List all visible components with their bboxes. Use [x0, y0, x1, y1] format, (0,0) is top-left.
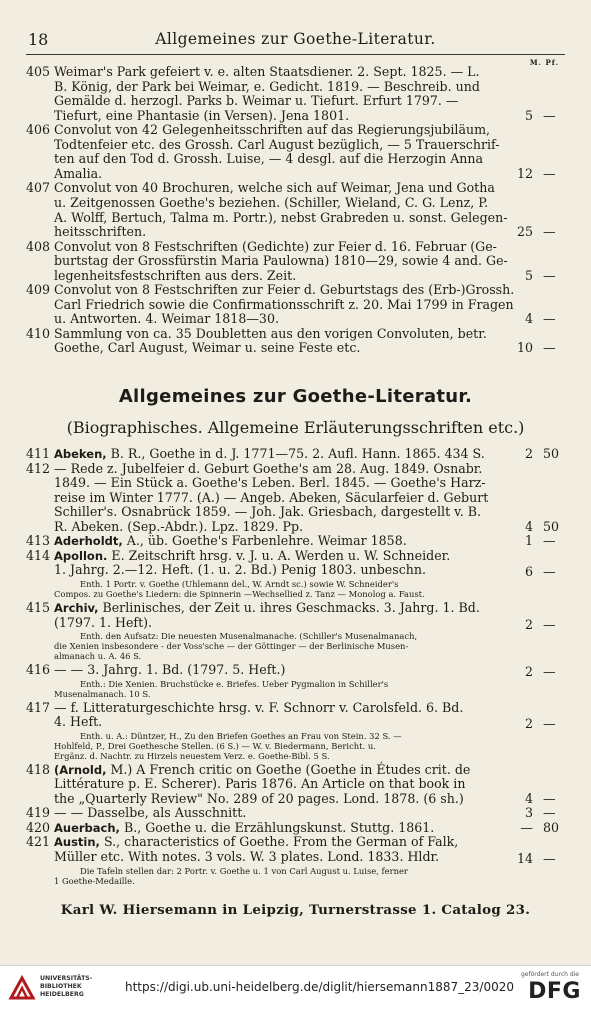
entry-line — [54, 167, 102, 181]
viewer-bottom-bar — [0, 965, 591, 1011]
entry-line — [26, 821, 434, 835]
price-column-header: M. Pf. — [529, 58, 559, 67]
library-line-2: BIBLIOTHEK — [40, 983, 82, 990]
price-mark: 6 — [524, 564, 533, 580]
entry-line — [54, 254, 508, 268]
entry-number: 407 — [26, 180, 51, 196]
entry-line — [54, 715, 102, 729]
price-mark: 4 — [524, 790, 533, 806]
entry-text: Convolut von 40 Brochuren, welche sich auf Weimar, Jena und Gotha — [54, 180, 495, 196]
entry-number: 420 — [26, 819, 51, 835]
entry-line — [54, 850, 439, 864]
price-pfennig: — — [543, 533, 556, 549]
entry-contents-note: Compos. zu Goethe's Liedern: die Spinnerin —Wechsellied z. Tanz — Monolog a. Faust. — [54, 588, 425, 599]
entry-line — [54, 138, 500, 152]
header-rule — [26, 54, 565, 55]
entry-text: reise im Winter 1777. (A.) — Angeb. Abeken, Säcularfeier d. Geburt — [54, 489, 489, 505]
entry-text: Littérature p. E. Scherer). Paris 1876. An Article on that book in — [54, 776, 466, 792]
entry-number: 410 — [26, 325, 51, 341]
catalog-footer: Karl W. Hiersemann in Leipzig, Turnerstrasse 1. Catalog 23. — [60, 902, 531, 918]
price-mark: 25 — [516, 224, 533, 240]
entry-author: Abeken, — [54, 447, 107, 461]
price-pfennig: — — [543, 267, 556, 283]
entry-contents-note: Ergänz. d. Nachtr. zu Hirzels neuestem Verz. e. Goethe-Bibl. 5 S. — [54, 750, 330, 761]
entry-line — [26, 283, 514, 297]
entry-number: 409 — [26, 282, 51, 298]
entry-number: 405 — [26, 64, 51, 79]
entry-line — [26, 123, 490, 137]
entry-line — [26, 240, 497, 254]
price-mark: 4 — [524, 311, 533, 327]
entry-text: Goethe, Carl August, Weimar u. seine Feste etc. — [54, 340, 361, 356]
library-name — [40, 975, 92, 999]
price-mark: 10 — [516, 340, 533, 356]
price-pfennig: — — [543, 564, 556, 580]
section-title: Allgemeines zur Goethe-Literatur. — [118, 386, 473, 407]
entry-line — [26, 549, 450, 563]
price-pfennig: — — [543, 311, 556, 327]
price-pfennig: — — [543, 805, 556, 821]
entry-text: S., characteristics of Goethe. From the German of Falk, — [103, 834, 459, 850]
entry-line — [54, 109, 349, 123]
entry-contents-note: Musenalmanach. 10 S. — [54, 688, 151, 699]
entry-contents-note: Hohlfeld, P., Drei Goethesche Stellen. (6 S.) — W. v. Biedermann, Bericht. u. — [54, 740, 376, 751]
entry-text: Müller etc. With notes. 3 vols. W. 3 plates. Lond. 1833. Hldr. — [54, 849, 440, 864]
entry-text: Gemälde d. herzogl. Parks b. Weimar u. Tiefurt. Erfurt 1797. — — [54, 93, 459, 109]
price-mark: 2 — [524, 716, 533, 732]
entry-line — [26, 65, 480, 79]
entry-author: Aderholdt, — [54, 534, 123, 549]
entry-line — [54, 211, 508, 225]
entry-text: Convolut von 8 Festschriften zur Feier d. Geburtstags des (Erb-)Grossh. — [54, 282, 515, 298]
entry-number: 406 — [26, 122, 51, 138]
entry-line — [26, 806, 246, 820]
price-mark: 2 — [524, 664, 533, 680]
price-mark: 12 — [516, 165, 533, 181]
entry-number: 418 — [26, 761, 51, 777]
price-pfennig: — — [543, 716, 556, 732]
entry-line — [26, 601, 480, 615]
entry-author: Apollon. — [54, 548, 108, 563]
entry-text: Schiller's. Osnabrück 1859. — Joh. Jak. Griesbach, dargestellt v. B. — [54, 504, 482, 520]
entry-text: 1849. — Ein Stück a. Goethe's Leben. Berl. 1845. — Goethe's Harz- — [54, 475, 486, 491]
entry-contents-note: almanach u. A. 46 S. — [54, 651, 142, 662]
library-line-1: UNIVERSITÄTS- — [40, 975, 93, 982]
entry-number: 408 — [26, 238, 51, 254]
entry-text: legenheitsfestschriften aus ders. Zeit. — [54, 267, 297, 283]
entry-line — [26, 701, 463, 715]
entry-text: B. König, der Park bei Weimar, e. Gedicht. 1819. — Beschreib. und — [54, 78, 480, 94]
price-pfennig: — — [543, 107, 556, 123]
entry-text: u. Zeitgenossen Goethe's beziehen. (Schiller, Wieland, C. G. Lenz, P. — [54, 194, 489, 210]
price-pfennig: 50 — [543, 518, 560, 534]
entry-line — [26, 327, 487, 341]
entry-line — [54, 341, 360, 355]
entry-text: Convolut von 8 Festschriften (Gedichte) zur Feier d. 16. Februar (Ge- — [54, 238, 497, 254]
entry-line — [26, 763, 470, 777]
price-mark: 5 — [524, 107, 533, 123]
entry-line — [54, 312, 279, 326]
entry-text: B., Goethe u. die Erzählungskunst. Stuttg. 1861. — [123, 819, 435, 835]
entry-text: 1. Jahrg. 2.—12. Heft. (1. u. 2. Bd.) Penig 1803. unbeschn. — [54, 562, 426, 578]
entry-text: Sammlung von ca. 35 Doubletten aus den vorigen Convoluten, betr. — [54, 325, 487, 341]
entry-text: Amalia. — [54, 165, 103, 181]
entry-author: Auerbach, — [54, 820, 120, 835]
entry-text: the „Quarterly Review" No. 289 of 20 pages. Lond. 1878. (6 sh.) — [54, 790, 464, 806]
entry-text: E. Zeitschrift hrsg. v. J. u. A. Werden u. W. Schneider. — [111, 547, 451, 563]
price-pfennig: — — [543, 224, 556, 240]
price-pfennig: — — [543, 340, 556, 356]
price-mark: 2 — [524, 616, 533, 632]
entry-number: 414 — [26, 547, 51, 563]
entry-text: Tiefurt, eine Phantasie (in Versen). Jena 1801. — [54, 107, 350, 123]
entry-number: 415 — [26, 599, 51, 615]
entry-number: 421 — [26, 834, 51, 850]
entry-number: 416 — [26, 662, 51, 678]
entry-text: ten auf den Tod d. Grossh. Luise, — 4 desgl. auf die Herzogin Anna — [54, 151, 484, 167]
entry-line — [54, 196, 488, 210]
price-mark: — — [520, 819, 533, 835]
entry-line — [54, 520, 303, 534]
entry-line — [26, 462, 482, 476]
entry-line — [54, 491, 488, 505]
entry-line — [54, 152, 483, 166]
permalink-url[interactable]: https://digi.ub.uni-heidelberg.de/diglit/hiersemann1887_23/0020 — [125, 980, 515, 994]
page-header — [0, 30, 591, 54]
entry-line — [26, 447, 485, 461]
entry-text: burtstag der Grossfürstin Maria Paulowna) 1810—29, sowie 4 and. Ge- — [54, 253, 508, 269]
entry-text: — Rede z. Jubelfeier d. Geburt Goethe's am 28. Aug. 1849. Osnabr. — [54, 460, 483, 476]
entry-author: Austin, — [54, 835, 100, 850]
entry-line — [26, 835, 458, 849]
price-mark: 14 — [516, 851, 533, 866]
entry-text: A. Wolff, Bertuch, Talma m. Portr.), nebst Grabreden u. sonst. Gelegen- — [54, 209, 508, 225]
entry-line — [54, 269, 296, 283]
entry-line — [54, 563, 426, 577]
price-pfennig: 80 — [543, 819, 560, 835]
entry-text: Todtenfeier etc. des Grossh. Carl August bezüglich, — 5 Trauerschrif- — [54, 136, 500, 152]
entry-number: 411 — [26, 446, 51, 461]
entry-text: (1797. 1. Heft). — [54, 614, 153, 630]
entry-contents-note: Die Tafeln stellen dar: 2 Portr. v. Goethe u. 1 von Carl August u. Luise, ferner — [80, 865, 408, 876]
entry-text: — f. Litteraturgeschichte hrsg. v. F. Schnorr v. Carolsfeld. 6. Bd. — [54, 699, 464, 715]
entry-line — [26, 181, 495, 195]
price-mark: 4 — [524, 518, 533, 534]
entry-text: Convolut von 42 Gelegenheitsschriften auf das Regierungsjubiläum, — [54, 122, 491, 138]
entry-contents-note: die Xenien insbesondere - der Voss'sche — der Göttinger — der Berlinische Musen- — [54, 641, 409, 652]
entry-line — [54, 80, 480, 94]
entry-contents-note: Enth.: Die Xenien. Bruchstücke e. Briefes. Ueber Pygmalion in Schiller's — [80, 678, 389, 689]
entry-line — [54, 616, 152, 630]
entry-text: A., üb. Goethe's Farbenlehre. Weimar 1858. — [126, 533, 407, 549]
entry-author: Archiv, — [54, 600, 99, 615]
entry-line — [54, 94, 459, 108]
price-mark: 2 — [524, 446, 533, 461]
price-pfennig: 50 — [543, 446, 560, 461]
entry-text: — — 3. Jahrg. 1. Bd. (1797. 5. Heft.) — [54, 662, 286, 678]
entry-line — [54, 298, 514, 312]
entry-line — [54, 792, 464, 806]
price-mark: 5 — [524, 267, 533, 283]
entry-number: 412 — [26, 460, 51, 476]
entry-author: (Arnold, — [54, 762, 107, 777]
entry-text: — — Dasselbe, als Ausschnitt. — [54, 805, 247, 821]
price-mark: 1 — [524, 533, 533, 549]
library-line-3: HEIDELBERG — [40, 991, 84, 998]
price-pfennig: — — [543, 165, 556, 181]
entry-text: Carl Friedrich sowie die Confirmationsschrift z. 20. Mai 1799 in Fragen — [54, 296, 514, 312]
entry-line — [54, 225, 146, 239]
entry-text: B. R., Goethe in d. J. 1771—75. 2. Aufl. Hann. 1865. 434 S. — [110, 446, 485, 461]
entry-line — [26, 534, 407, 548]
section-subtitle: (Biographisches. Allgemeine Erläuterungsschriften etc.) — [66, 418, 525, 437]
university-library-logo-icon[interactable] — [8, 974, 36, 1002]
price-pfennig: — — [543, 616, 556, 632]
entry-line — [26, 663, 285, 677]
entry-number: 417 — [26, 699, 51, 715]
entry-line — [54, 505, 481, 519]
price-pfennig: — — [543, 851, 556, 866]
entry-text: u. Antworten. 4. Weimar 1818—30. — [54, 311, 279, 327]
entry-text: M.) A French critic on Goethe (Goethe in Études crit. de — [110, 761, 471, 777]
entry-text: Berlinisches, der Zeit u. ihres Geschmacks. 3. Jahrg. 1. Bd. — [102, 599, 480, 615]
entry-number: 419 — [26, 805, 51, 821]
entry-contents-note: Enth. 1 Portr. v. Goethe (Uhlemann del., W. Arndt sc.) sowie W. Schneider's — [80, 578, 399, 589]
funded-by-label: gefördert durch die — [521, 971, 579, 978]
entry-contents-note: 1 Goethe-Medaille. — [54, 875, 135, 886]
entry-text: R. Abeken. (Sep.-Abdr.). Lpz. 1829. Pp. — [54, 518, 304, 534]
price-pfennig: — — [543, 790, 556, 806]
price-pfennig: — — [543, 664, 556, 680]
entry-text: heitsschriften. — [54, 224, 147, 240]
page-number: 18 — [28, 30, 49, 49]
entry-line — [54, 777, 465, 791]
price-mark: 3 — [524, 805, 533, 821]
entry-number: 413 — [26, 533, 51, 549]
dfg-logo[interactable]: DFG — [528, 979, 581, 1004]
entry-text: Weimar's Park gefeiert v. e. alten Staatsdiener. 2. Sept. 1825. — L. — [54, 64, 480, 79]
entry-line — [54, 476, 486, 490]
running-title: Allgemeines zur Goethe-Literatur. — [155, 30, 436, 48]
entry-contents-note: Enth. den Aufsatz: Die neuesten Musenalmanache. (Schiller's Musenalmanach, — [80, 631, 418, 642]
entry-contents-note: Enth. u. A.: Düntzer, H., Zu den Briefen Goethes an Frau von Stein. 32 S. — — [80, 730, 402, 741]
entry-text: 4. Heft. — [54, 714, 103, 730]
